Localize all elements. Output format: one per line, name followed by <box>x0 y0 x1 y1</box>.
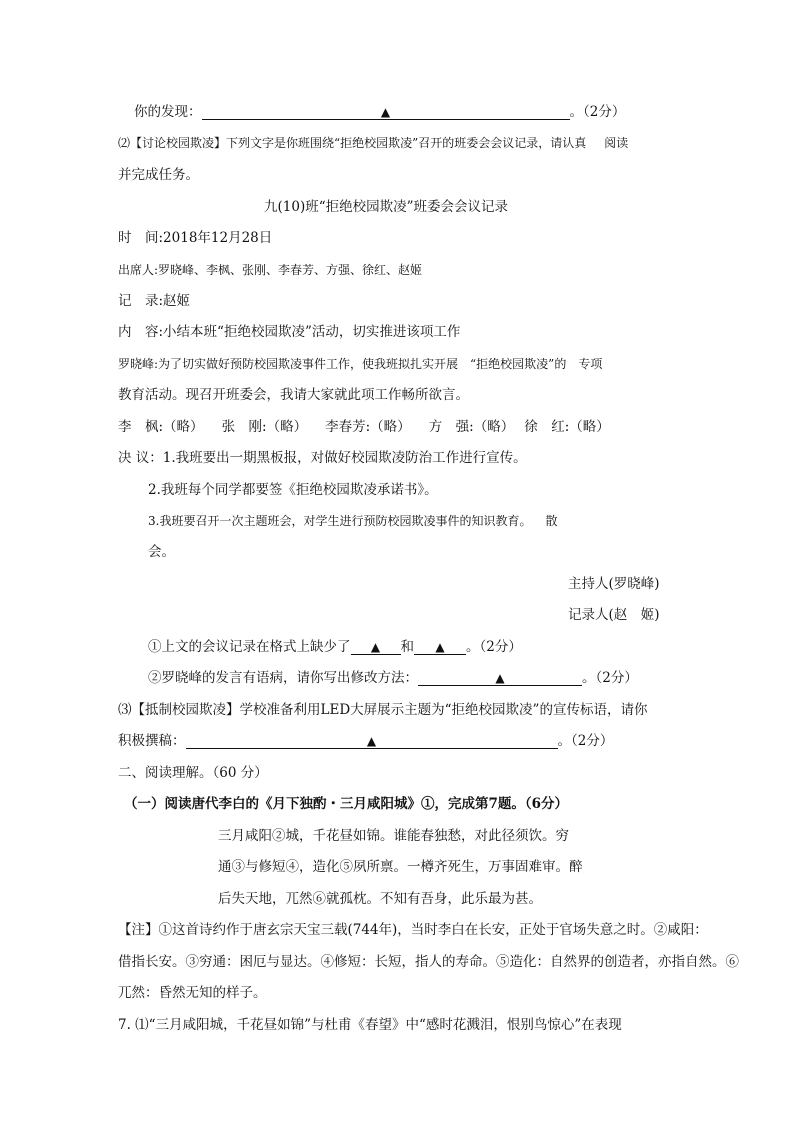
speaker-xu-hong: 徐 红:（略） <box>524 419 610 435</box>
poem-line-1: 三月咸阳②城，千花昼如锦。谁能春独愁，对此径须饮。穷 <box>218 828 569 844</box>
minutes-others <box>118 418 610 436</box>
speaker-fang-qiang: 方 强:（略） <box>428 419 515 435</box>
dismiss-line: 会。 <box>148 544 175 560</box>
poem-line-2: 通③与修短④，造化⑤夙所禀。一樽齐死生，万事固难审。醉 <box>218 859 583 875</box>
speaker-li-chunfang: 李春芳:（略） <box>325 419 411 435</box>
speaker-zhang-gang: 张 刚:（略） <box>221 419 308 435</box>
q3-prompt: ⑶【抵制校园欺凌】学校准备利用LED大屏展示主题为“拒绝校园欺凌”的宣传标语，请你 <box>118 702 648 718</box>
q2-prompt-line2: 并完成任务。 <box>118 167 199 183</box>
answer-blank-3[interactable]: ▲ <box>418 671 582 686</box>
notes-line-2: 借指长安。③穷通：困厄与显达。④修短：长短，指人的寿命。⑤造化：自然界的创造者，亦指自然。⑥ <box>118 954 739 970</box>
answer-blank-1[interactable]: ▲ <box>351 640 401 655</box>
decision-3: 3.我班要召开一次主题班会，对学生进行预防校园欺凌事件的知识教育。 散 <box>148 514 558 528</box>
minutes-time: 时 间:2018年12月28日 <box>118 230 273 246</box>
discovery-label: 你的发现： <box>134 104 202 120</box>
question-7: 7. ⑴“三月咸阳城，千花昼如锦”与杜甫《春望》中“感时花溅泪，恨别鸟惊心”在表现 <box>118 1017 622 1033</box>
discovery-question <box>134 103 625 121</box>
minutes-attendees: 出席人:罗晓峰、李枫、张刚、李春芳、方强、徐红、赵姬 <box>118 263 423 277</box>
poem-header: （一）阅读唐代李白的《月下独酌・三月咸阳城》①，完成第7题。（6分） <box>124 796 569 812</box>
answer-marker: ▲ <box>380 105 391 119</box>
minutes-recorder: 记 录:赵姬 <box>118 293 191 309</box>
q3-answer-line: 积极撰稿： ▲ 。（2分） <box>118 733 614 749</box>
sub-question-1: ①上文的会议记录在格式上缺少了 ▲ 和 ▲ 。（2分） <box>148 639 522 655</box>
minutes-speech-line2: 教育活动。现召开班委会，我请大家就此项工作畅所欲言。 <box>118 387 469 403</box>
minutes-speech-line1: 罗晓峰:为了切实做好预防校园欺凌事件工作，使我班拟扎实开展 “拒绝校园欺凌”的 专项 <box>118 357 603 371</box>
minutes-content: 内 容:小结本班“拒绝校园欺凌”活动，切实推进该项工作 <box>118 324 461 340</box>
minutes-title: 九(10)班“拒绝校园欺凌”班委会会议记录 <box>264 199 509 215</box>
host-signature: 主持人(罗晓峰) <box>568 576 660 592</box>
discovery-answer-blank[interactable] <box>202 105 570 120</box>
decision-2: 2.我班每个同学都要签《拒绝校园欺凌承诺书》。 <box>148 482 438 498</box>
speaker-li-feng: 李 枫:（略） <box>118 419 204 435</box>
q2-prompt: ⑵【讨论校园欺凌】下列文字是你班围绕“拒绝校园欺凌”召开的班委会会议记录，请认真 阅读 <box>118 136 629 150</box>
dismiss-char: 散 <box>545 514 558 528</box>
answer-blank-2[interactable]: ▲ <box>414 640 466 655</box>
decision-1: 决 议：1.我班要出一期黑板报，对做好校园欺凌防治工作进行宣传。 <box>118 450 527 466</box>
poem-line-3: 后失天地，兀然⑥就孤枕。不知有吾身，此乐最为甚。 <box>218 891 542 907</box>
notes-line-3: 兀然：昏然无知的样子。 <box>118 985 267 1001</box>
notes-line-1: 【注】①这首诗约作于唐玄宗天宝三载(744年)，当时李白在长安，正处于官场失意之时。②咸阳： <box>118 922 708 938</box>
recorder-signature: 记录人(赵 姬) <box>568 607 660 623</box>
sub-question-2: ②罗晓峰的发言有语病，请你写出修改方法： ▲ 。（2分） <box>148 670 638 686</box>
section-heading: 二、阅读理解。（60 分） <box>118 765 268 781</box>
discovery-score: 。（2分） <box>569 104 626 120</box>
answer-blank-4[interactable]: ▲ <box>186 734 558 749</box>
